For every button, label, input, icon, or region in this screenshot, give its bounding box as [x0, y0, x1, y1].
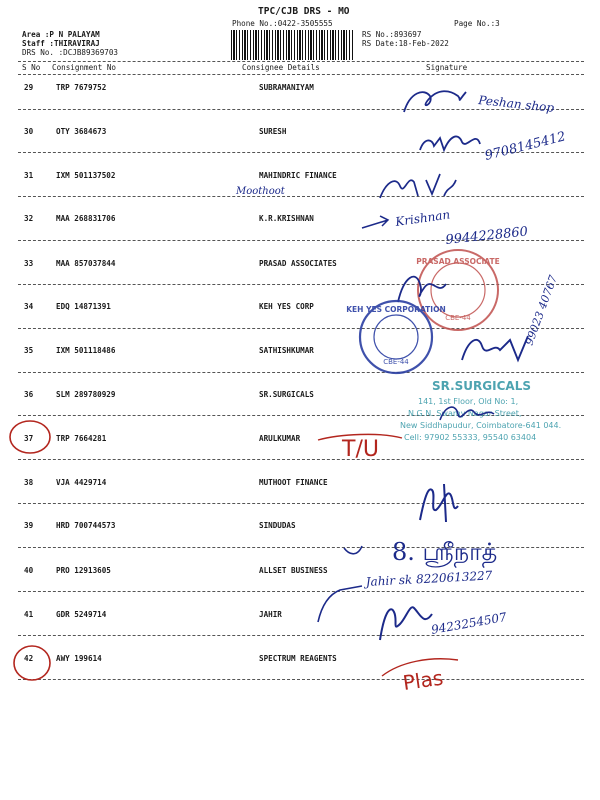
- handwriting-40: Jahir sk 8220613227: [365, 568, 493, 589]
- row-consignment: PRO 12913605: [56, 566, 111, 575]
- table-row: [0, 434, 600, 448]
- row-consignment: TRP 7679752: [56, 83, 107, 92]
- row-divider: [18, 679, 584, 680]
- row-divider: [18, 591, 584, 592]
- row-consignment: MAA 857037844: [56, 259, 116, 268]
- row-divider: [18, 635, 584, 636]
- stamp-prasad-city: CBE-44: [445, 314, 471, 322]
- row-consignee: PRASAD ASSOCIATES: [259, 259, 337, 268]
- row-consignment: VJA 4429714: [56, 478, 107, 487]
- handwriting-31: Moothoot: [236, 186, 285, 197]
- row-divider: [18, 196, 584, 197]
- row-consignment: GDR 5249714: [56, 610, 107, 619]
- table-row: [0, 259, 600, 273]
- row-consignment: SLM 289780929: [56, 390, 116, 399]
- table-row: [0, 654, 600, 668]
- column-header-consignee: Consignee Details: [242, 63, 320, 72]
- handwriting-32-name: Krishnan: [394, 207, 451, 229]
- row-divider: [18, 328, 584, 329]
- row-consignee: MAHINDRIC FINANCE: [259, 171, 337, 180]
- table-row: [0, 171, 600, 185]
- row-consignee: JAHIR: [259, 610, 282, 619]
- handwriting-32-phone: 9944228860: [444, 224, 529, 248]
- row-consignment: TRP 7664281: [56, 434, 107, 443]
- row-divider: [18, 547, 584, 548]
- header-divider: [18, 61, 584, 62]
- row-sno: 29: [24, 83, 34, 92]
- row-sno: 36: [24, 390, 34, 399]
- stamp-sr-line4: Cell: 97902 55333, 95540 63404: [404, 433, 537, 442]
- table-row: [0, 521, 600, 535]
- column-header-signature: Signature: [426, 63, 468, 72]
- area-label: Area :P N PALAYAM: [22, 30, 100, 39]
- table-row: [0, 346, 600, 360]
- row-consignee: SURESH: [259, 127, 287, 136]
- table-row: [0, 566, 600, 580]
- row-divider: [18, 152, 584, 153]
- row-divider: [18, 503, 584, 504]
- row-consignment: AWY 199614: [56, 654, 102, 663]
- document-title: TPC/CJB DRS - MO: [258, 6, 350, 17]
- table-row: [0, 214, 600, 228]
- drs-number: DRS No. :DCJB89369703: [22, 48, 119, 57]
- row-sno: 35: [24, 346, 34, 355]
- stamp-sr-surgicals: [400, 379, 561, 442]
- page-number: Page No.:3: [454, 19, 500, 28]
- rs-number: RS No.:893697: [362, 30, 422, 39]
- handwriting-35: 99023 40767: [522, 273, 560, 348]
- row-consignee: ARULKUMAR: [259, 434, 301, 443]
- table-row: [0, 83, 600, 97]
- row-consignee: K.R.KRISHNAN: [259, 214, 314, 223]
- rs-date: RS Date:18-Feb-2022: [362, 39, 449, 48]
- handwriting-37: T/U: [342, 437, 379, 462]
- row-sno: 32: [24, 214, 34, 223]
- row-consignee: KEH YES CORP: [259, 302, 314, 311]
- handwriting-39: 8. ஸ்ரீநாத்: [392, 538, 498, 566]
- row-sno: 37: [24, 434, 34, 443]
- row-consignee: SR.SURGICALS: [259, 390, 314, 399]
- table-row: [0, 610, 600, 624]
- column-header-consignment: Consignment No: [52, 63, 117, 72]
- row-consignment: IXM 501137502: [56, 171, 116, 180]
- signature-36: [440, 407, 494, 420]
- table-row: [0, 127, 600, 141]
- row-consignment: EDQ 14871391: [56, 302, 111, 311]
- row-consignee: MUTHOOT FINANCE: [259, 478, 328, 487]
- row-consignee: ALLSET BUSINESS: [259, 566, 328, 575]
- row-divider: [18, 415, 584, 416]
- row-divider: [18, 284, 584, 285]
- column-header-divider: [18, 74, 584, 75]
- stamp-sr-line3: New Siddhapudur, Coimbatore-641 044.: [400, 421, 562, 430]
- staff-label: Staff :THIRAVIRAJ: [22, 39, 100, 48]
- row-consignee: SATHISHKUMAR: [259, 346, 314, 355]
- row-sno: 39: [24, 521, 34, 530]
- handwriting-41: 9423254507: [430, 609, 508, 637]
- row-divider: [18, 372, 584, 373]
- signature-34: [398, 277, 446, 302]
- row-divider: [18, 240, 584, 241]
- handwriting-30: 9708145412: [483, 129, 568, 164]
- stamp-sr-line2: N.G.N. Swamy Nagar Street,: [408, 409, 522, 418]
- stamp-keh-text: KEH YES CORPORATION: [346, 305, 446, 314]
- row-sno: 40: [24, 566, 34, 575]
- row-sno: 41: [24, 610, 34, 619]
- row-consignee: SUBRAMANIYAM: [259, 83, 314, 92]
- row-consignment: OTY 3684673: [56, 127, 107, 136]
- row-sno: 30: [24, 127, 34, 136]
- stamp-prasad-text: PRASAD ASSOCIATE: [416, 257, 500, 266]
- phone-number: Phone No.:0422-3505555: [232, 19, 333, 28]
- stamp-keh-city: CBE-44: [383, 358, 409, 366]
- table-row: [0, 390, 600, 404]
- table-row: [0, 478, 600, 492]
- handwriting-42: Plas: [401, 665, 445, 695]
- row-sno: 34: [24, 302, 34, 311]
- stamp-sr-name: SR.SURGICALS: [432, 379, 531, 393]
- table-row: [0, 302, 600, 316]
- row-sno: 42: [24, 654, 34, 663]
- row-consignment: IXM 501118486: [56, 346, 116, 355]
- row-consignment: MAA 268831706: [56, 214, 116, 223]
- row-sno: 33: [24, 259, 34, 268]
- row-sno: 38: [24, 478, 34, 487]
- barcode: [231, 30, 353, 60]
- row-consignee: SPECTRUM REAGENTS: [259, 654, 337, 663]
- row-consignee: SINDUDAS: [259, 521, 296, 530]
- stamp-sr-line1: 141, 1st Floor, Old No: 1,: [418, 397, 519, 406]
- handwriting-29: Peshan shop: [477, 93, 555, 115]
- row-sno: 31: [24, 171, 34, 180]
- row-consignment: HRD 700744573: [56, 521, 116, 530]
- row-divider: [18, 109, 584, 110]
- row-divider: [18, 459, 584, 460]
- column-header-sno: S No: [22, 63, 41, 72]
